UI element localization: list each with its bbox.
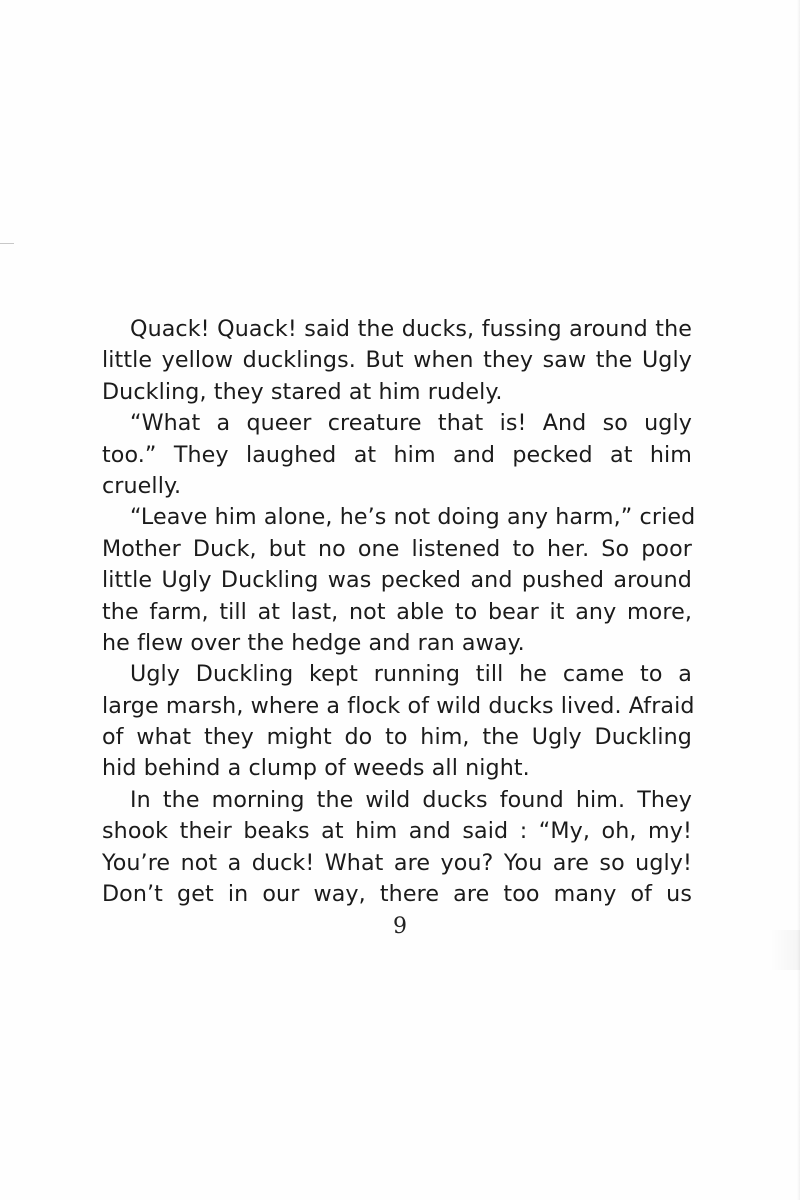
story-line: In the morning the wild ducks found him. They: [130, 786, 692, 813]
story-line: little yellow ducklings. But when they saw the Ugly: [102, 347, 692, 374]
story-line: Ugly Duckling kept running till he came to a: [130, 661, 692, 688]
story-line: “Leave him alone, he’s not doing any harm,” cried: [130, 504, 696, 531]
story-line: You’re not a duck! What are you? You are so ugly!: [102, 849, 692, 876]
story-line: Duckling, they stared at him rudely.: [102, 378, 503, 405]
story-line: little Ugly Duckling was pecked and pushed around: [102, 567, 692, 594]
story-line: he flew over the hedge and ran away.: [102, 629, 525, 656]
story-line: cruelly.: [102, 472, 182, 499]
story-line: “What a queer creature that is! And so ugly: [130, 410, 692, 437]
story-line: of what they might do to him, the Ugly Duckling: [102, 724, 692, 751]
story-line: hid behind a clump of weeds all night.: [102, 755, 530, 782]
story-line: the farm, till at last, not able to bear it any more,: [102, 598, 692, 625]
story-line: Quack! Quack! said the ducks, fussing around the: [130, 316, 692, 342]
story-line: Don’t get in our way, there are too many of us: [102, 881, 692, 908]
page-number: 9: [393, 914, 407, 939]
story-line: too.” They laughed at him and pecked at him: [102, 441, 692, 468]
page-edge-mark: [0, 243, 14, 244]
story-line: shook their beaks at him and said : “My, oh, my!: [102, 818, 692, 845]
story-line: large marsh, where a flock of wild ducks lived. Afraid: [102, 692, 695, 719]
story-line: Mother Duck, but no one listened to her. So poor: [102, 535, 692, 562]
story-text: [102, 314, 696, 910]
